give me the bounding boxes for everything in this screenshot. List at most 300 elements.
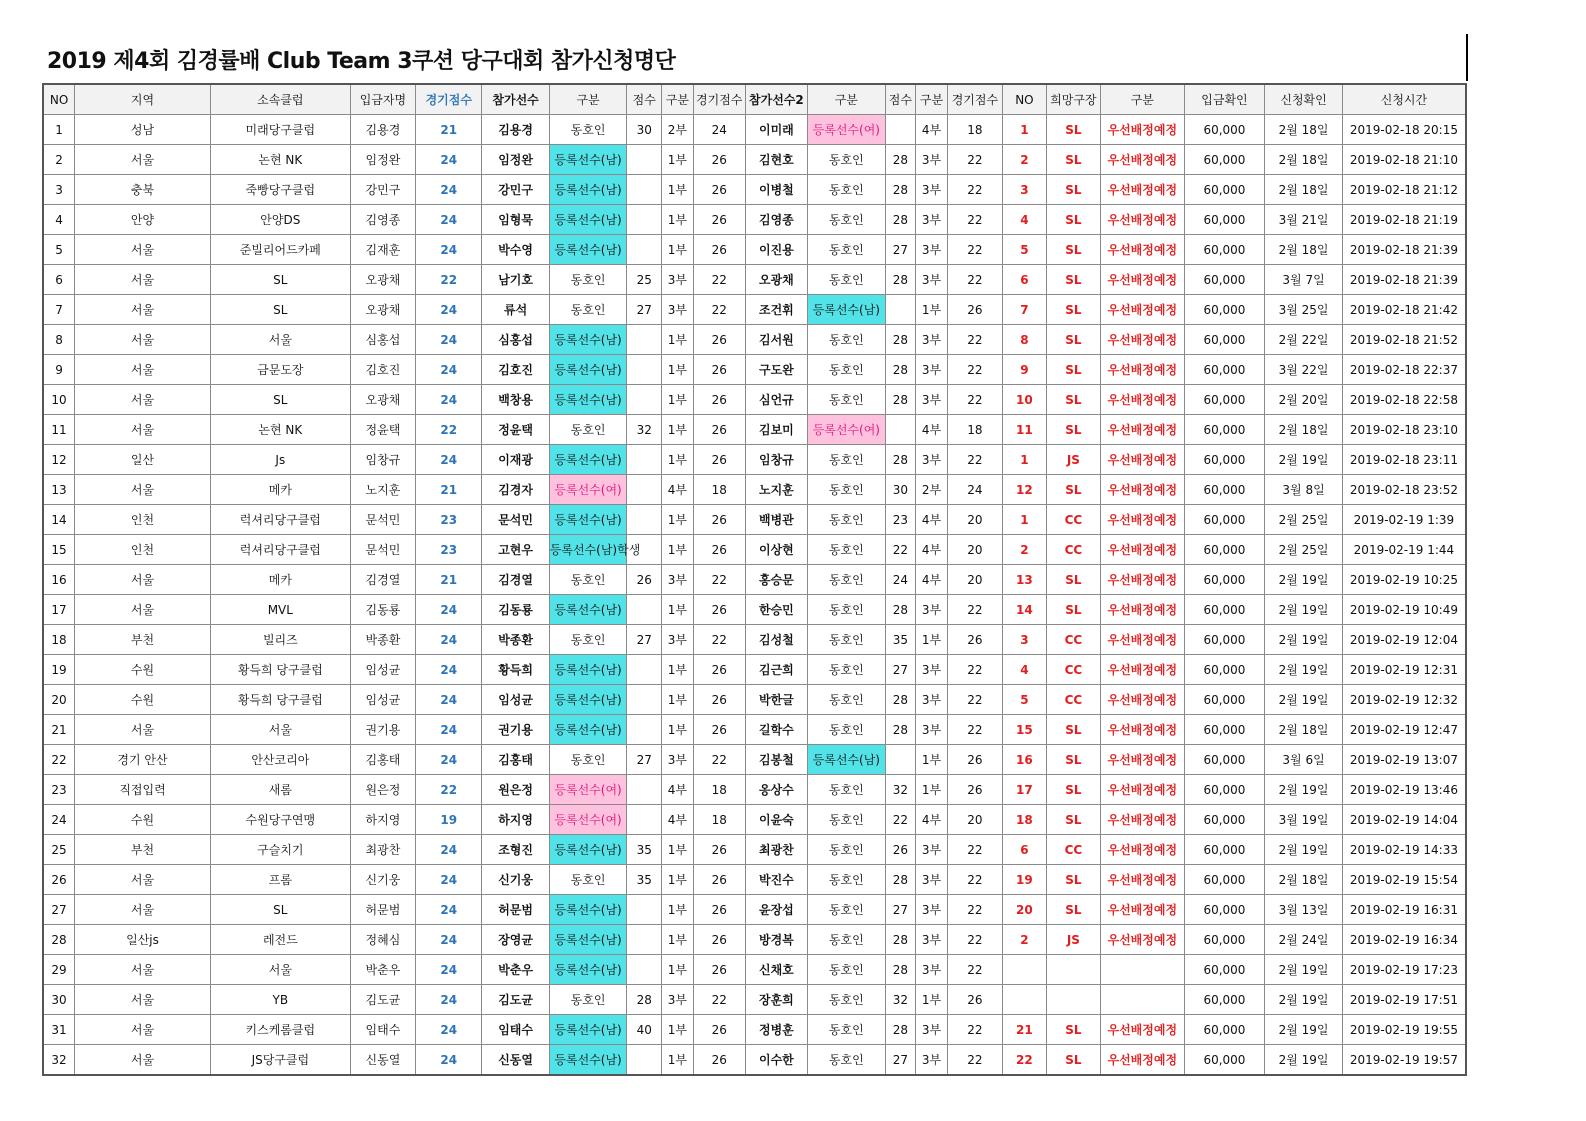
table-row <box>43 235 1466 265</box>
cell-game-score2: 24 <box>947 475 1002 505</box>
cell-division1: 1부 <box>662 925 694 955</box>
cell-no: 6 <box>43 265 75 295</box>
cell-player2: 이상현 <box>745 535 807 565</box>
cell-category2: 동호인 <box>808 985 886 1015</box>
cell-category1: 동호인 <box>549 295 627 325</box>
cell-game-score: 24 <box>416 865 482 895</box>
cell-no: 32 <box>43 1045 75 1076</box>
cell-assignment: 우선배정예정 <box>1100 835 1184 865</box>
cell-category1: 등록선수(남) <box>549 145 627 175</box>
cell-no2: 1 <box>1002 445 1046 475</box>
cell-payment: 60,000 <box>1184 295 1265 325</box>
cell-assignment: 우선배정예정 <box>1100 1045 1184 1076</box>
cell-payment: 60,000 <box>1184 565 1265 595</box>
cell-region: 서울 <box>75 355 211 385</box>
cell-applied-time: 2019-02-18 21:39 <box>1342 265 1466 295</box>
cell-score1 <box>627 805 662 835</box>
cell-payment: 60,000 <box>1184 1045 1265 1076</box>
cell-no: 30 <box>43 985 75 1015</box>
cell-depositor: 김영종 <box>350 205 415 235</box>
cell-game-score2: 26 <box>947 625 1002 655</box>
cell-player1: 김용경 <box>482 115 549 145</box>
cell-player2: 신채호 <box>745 955 807 985</box>
cell-player2: 김보미 <box>745 415 807 445</box>
cell-venue: CC <box>1046 625 1100 655</box>
cell-game-score: 21 <box>416 565 482 595</box>
cell-game-score2: 20 <box>947 505 1002 535</box>
cell-score1: 30 <box>627 115 662 145</box>
cell-no: 22 <box>43 745 75 775</box>
cell-player1: 신기웅 <box>482 865 549 895</box>
cell-category1: 동호인 <box>549 115 627 145</box>
cell-score1 <box>627 715 662 745</box>
cell-confirm-date: 3월 7일 <box>1265 265 1343 295</box>
cell-region: 인천 <box>75 505 211 535</box>
cell-category1: 등록선수(남)학생 <box>549 535 627 565</box>
cell-depositor: 허문범 <box>350 895 415 925</box>
cell-no2: 7 <box>1002 295 1046 325</box>
cell-score1 <box>627 475 662 505</box>
cell-assignment: 우선배정예정 <box>1100 175 1184 205</box>
cell-game-score2: 20 <box>947 805 1002 835</box>
cell-division2: 3부 <box>916 835 948 865</box>
cell-score2: 24 <box>885 565 916 595</box>
cell-region: 안양 <box>75 205 211 235</box>
cell-venue: JS <box>1046 445 1100 475</box>
cell-category1: 등록선수(여) <box>549 805 627 835</box>
table-row <box>43 295 1466 325</box>
header-score2: 점수 <box>885 84 916 115</box>
cell-payment: 60,000 <box>1184 595 1265 625</box>
cell-division1: 1부 <box>662 865 694 895</box>
cell-region: 서울 <box>75 985 211 1015</box>
cell-venue: SL <box>1046 595 1100 625</box>
cell-game-score: 24 <box>416 955 482 985</box>
cell-applied-time: 2019-02-19 12:04 <box>1342 625 1466 655</box>
cell-score1: 35 <box>627 835 662 865</box>
cell-region: 부천 <box>75 625 211 655</box>
cell-score2: 30 <box>885 475 916 505</box>
cell-no: 11 <box>43 415 75 445</box>
cell-confirm-date: 3월 19일 <box>1265 805 1343 835</box>
cell-game-score1: 26 <box>693 1045 745 1076</box>
cell-no2: 8 <box>1002 325 1046 355</box>
cell-division1: 1부 <box>662 715 694 745</box>
cell-score1 <box>627 925 662 955</box>
cell-player1: 박춘우 <box>482 955 549 985</box>
cell-confirm-date: 2월 19일 <box>1265 955 1343 985</box>
cell-score1 <box>627 655 662 685</box>
cell-score2: 26 <box>885 835 916 865</box>
cell-category1: 등록선수(남) <box>549 445 627 475</box>
cell-club: YB <box>210 985 350 1015</box>
cell-category1: 동호인 <box>549 565 627 595</box>
cell-score1 <box>627 385 662 415</box>
cell-game-score2: 22 <box>947 175 1002 205</box>
table-row <box>43 565 1466 595</box>
cell-game-score: 24 <box>416 715 482 745</box>
cell-depositor: 김동룡 <box>350 595 415 625</box>
cell-club: SL <box>210 265 350 295</box>
cell-venue: SL <box>1046 235 1100 265</box>
cell-game-score2: 22 <box>947 235 1002 265</box>
cell-game-score2: 26 <box>947 985 1002 1015</box>
cell-category1: 등록선수(남) <box>549 595 627 625</box>
cell-division1: 1부 <box>662 445 694 475</box>
cell-payment: 60,000 <box>1184 115 1265 145</box>
table-row <box>43 475 1466 505</box>
cell-score2: 28 <box>885 175 916 205</box>
cell-game-score1: 26 <box>693 595 745 625</box>
cell-region: 서울 <box>75 385 211 415</box>
cell-player2: 김서원 <box>745 325 807 355</box>
cell-game-score: 24 <box>416 1015 482 1045</box>
cell-no: 14 <box>43 505 75 535</box>
cell-region: 서울 <box>75 145 211 175</box>
cell-payment: 60,000 <box>1184 535 1265 565</box>
cell-score2: 28 <box>885 595 916 625</box>
cell-venue: SL <box>1046 415 1100 445</box>
table-row <box>43 115 1466 145</box>
cell-payment: 60,000 <box>1184 385 1265 415</box>
table-row <box>43 355 1466 385</box>
cell-division1: 1부 <box>662 595 694 625</box>
cell-player2: 김성철 <box>745 625 807 655</box>
cell-payment: 60,000 <box>1184 505 1265 535</box>
cell-game-score1: 26 <box>693 145 745 175</box>
cell-applied-time: 2019-02-19 16:34 <box>1342 925 1466 955</box>
cell-game-score1: 26 <box>693 445 745 475</box>
cell-no: 28 <box>43 925 75 955</box>
table-row <box>43 865 1466 895</box>
cell-venue: CC <box>1046 835 1100 865</box>
cell-division2: 1부 <box>916 625 948 655</box>
cell-club: 럭셔리당구클럽 <box>210 505 350 535</box>
cell-player1: 장영균 <box>482 925 549 955</box>
cell-division1: 1부 <box>662 835 694 865</box>
cell-region: 부천 <box>75 835 211 865</box>
cell-club: 죽빵당구클럽 <box>210 175 350 205</box>
table-row <box>43 805 1466 835</box>
cell-no: 10 <box>43 385 75 415</box>
cell-applied-time: 2019-02-19 14:04 <box>1342 805 1466 835</box>
cell-applied-time: 2019-02-19 19:57 <box>1342 1045 1466 1076</box>
cell-payment: 60,000 <box>1184 745 1265 775</box>
cell-applied-time: 2019-02-19 10:49 <box>1342 595 1466 625</box>
cell-club: 레전드 <box>210 925 350 955</box>
cell-division1: 1부 <box>662 235 694 265</box>
cell-region: 일산js <box>75 925 211 955</box>
cell-applied-time: 2019-02-18 23:10 <box>1342 415 1466 445</box>
cell-game-score2: 20 <box>947 565 1002 595</box>
cell-category2: 동호인 <box>808 175 886 205</box>
cell-depositor: 원은정 <box>350 775 415 805</box>
cell-confirm-date: 3월 21일 <box>1265 205 1343 235</box>
header-game-score1: 경기점수 <box>693 84 745 115</box>
cell-depositor: 정윤택 <box>350 415 415 445</box>
cell-no2: 14 <box>1002 595 1046 625</box>
cell-game-score1: 26 <box>693 925 745 955</box>
cell-game-score1: 22 <box>693 625 745 655</box>
table-row <box>43 715 1466 745</box>
cell-score1 <box>627 325 662 355</box>
cell-confirm-date: 3월 25일 <box>1265 295 1343 325</box>
cell-player1: 이재광 <box>482 445 549 475</box>
cell-division2: 3부 <box>916 715 948 745</box>
cell-game-score1: 22 <box>693 985 745 1015</box>
cell-game-score1: 26 <box>693 865 745 895</box>
cell-club: 금문도장 <box>210 355 350 385</box>
cell-confirm-date: 3월 13일 <box>1265 895 1343 925</box>
cell-category2: 동호인 <box>808 265 886 295</box>
table-row <box>43 505 1466 535</box>
cell-assignment: 우선배정예정 <box>1100 925 1184 955</box>
cell-category1: 등록선수(남) <box>549 715 627 745</box>
cell-player1: 강민구 <box>482 175 549 205</box>
cell-category2: 동호인 <box>808 445 886 475</box>
cell-game-score1: 26 <box>693 415 745 445</box>
cell-division2: 1부 <box>916 295 948 325</box>
cell-player1: 심홍섭 <box>482 325 549 355</box>
cell-assignment: 우선배정예정 <box>1100 355 1184 385</box>
cell-category1: 등록선수(남) <box>549 385 627 415</box>
cell-assignment: 우선배정예정 <box>1100 295 1184 325</box>
table-row <box>43 415 1466 445</box>
cell-venue: SL <box>1046 1045 1100 1076</box>
cell-division1: 1부 <box>662 415 694 445</box>
cell-assignment: 우선배정예정 <box>1100 715 1184 745</box>
table-row <box>43 685 1466 715</box>
cell-game-score2: 22 <box>947 655 1002 685</box>
cell-player1: 박수영 <box>482 235 549 265</box>
table-body <box>43 115 1466 1076</box>
cell-applied-time: 2019-02-19 14:33 <box>1342 835 1466 865</box>
cell-division1: 4부 <box>662 775 694 805</box>
cell-assignment: 우선배정예정 <box>1100 235 1184 265</box>
cell-payment: 60,000 <box>1184 835 1265 865</box>
cell-depositor: 정혜심 <box>350 925 415 955</box>
cell-payment: 60,000 <box>1184 205 1265 235</box>
cell-region: 서울 <box>75 715 211 745</box>
cell-depositor: 김홍태 <box>350 745 415 775</box>
cell-game-score: 24 <box>416 385 482 415</box>
cell-score2: 28 <box>885 685 916 715</box>
cell-confirm-date: 2월 25일 <box>1265 505 1343 535</box>
table-row <box>43 145 1466 175</box>
cell-depositor: 권기용 <box>350 715 415 745</box>
cell-game-score: 24 <box>416 625 482 655</box>
cell-player1: 백창용 <box>482 385 549 415</box>
cell-division1: 3부 <box>662 265 694 295</box>
cell-game-score1: 22 <box>693 265 745 295</box>
cell-score2 <box>885 415 916 445</box>
cell-score1 <box>627 235 662 265</box>
cell-score1 <box>627 595 662 625</box>
cell-game-score: 24 <box>416 355 482 385</box>
cell-category2: 동호인 <box>808 325 886 355</box>
cell-game-score2: 22 <box>947 385 1002 415</box>
cell-division2: 3부 <box>916 145 948 175</box>
cell-division1: 1부 <box>662 385 694 415</box>
cell-player2: 구도완 <box>745 355 807 385</box>
cell-club: 논현 NK <box>210 145 350 175</box>
cell-venue: CC <box>1046 505 1100 535</box>
cell-player2: 이병철 <box>745 175 807 205</box>
cell-score2: 28 <box>885 145 916 175</box>
cell-confirm-date: 2월 19일 <box>1265 985 1343 1015</box>
cell-game-score2: 22 <box>947 145 1002 175</box>
cell-game-score2: 22 <box>947 1045 1002 1076</box>
cell-club: 황득희 당구클럽 <box>210 655 350 685</box>
cell-player1: 임태수 <box>482 1015 549 1045</box>
cell-category1: 등록선수(남) <box>549 685 627 715</box>
cell-no2 <box>1002 985 1046 1015</box>
cell-division2: 3부 <box>916 925 948 955</box>
table-row <box>43 895 1466 925</box>
cell-assignment: 우선배정예정 <box>1100 445 1184 475</box>
cell-player2: 최광찬 <box>745 835 807 865</box>
cell-confirm-date: 2월 18일 <box>1265 115 1343 145</box>
header-payment: 입금확인 <box>1184 84 1265 115</box>
table-row <box>43 745 1466 775</box>
header-depositor: 입금자명 <box>350 84 415 115</box>
cell-division1: 1부 <box>662 535 694 565</box>
cell-player2: 정병훈 <box>745 1015 807 1045</box>
cell-no2: 5 <box>1002 685 1046 715</box>
cell-game-score1: 22 <box>693 295 745 325</box>
cell-club: 서울 <box>210 715 350 745</box>
cell-division2: 4부 <box>916 565 948 595</box>
header-no2: NO <box>1002 84 1046 115</box>
cell-category1: 등록선수(남) <box>549 175 627 205</box>
cell-club: 새롬 <box>210 775 350 805</box>
header-score1: 점수 <box>627 84 662 115</box>
cell-no2: 11 <box>1002 415 1046 445</box>
cell-payment: 60,000 <box>1184 265 1265 295</box>
cell-category2: 동호인 <box>808 895 886 925</box>
cell-category1: 등록선수(남) <box>549 505 627 535</box>
cell-division2: 4부 <box>916 535 948 565</box>
table-row <box>43 1045 1466 1076</box>
cell-game-score2: 22 <box>947 265 1002 295</box>
cell-category2: 동호인 <box>808 355 886 385</box>
cell-applied-time: 2019-02-18 21:42 <box>1342 295 1466 325</box>
cell-no2: 19 <box>1002 865 1046 895</box>
cell-category2: 동호인 <box>808 715 886 745</box>
cell-assignment <box>1100 985 1184 1015</box>
cell-depositor: 김경열 <box>350 565 415 595</box>
cell-confirm-date: 2월 18일 <box>1265 175 1343 205</box>
cell-game-score2: 18 <box>947 115 1002 145</box>
cell-applied-time: 2019-02-19 12:32 <box>1342 685 1466 715</box>
cell-division2: 3부 <box>916 895 948 925</box>
cell-player2: 옹상수 <box>745 775 807 805</box>
cell-category2: 동호인 <box>808 685 886 715</box>
cell-no: 13 <box>43 475 75 505</box>
cell-game-score: 24 <box>416 1045 482 1076</box>
cell-category1: 등록선수(남) <box>549 1045 627 1076</box>
cell-score2: 28 <box>885 955 916 985</box>
header-category2: 구분 <box>808 84 886 115</box>
cell-confirm-date: 2월 19일 <box>1265 655 1343 685</box>
cell-no: 24 <box>43 805 75 835</box>
cell-game-score: 22 <box>416 415 482 445</box>
cell-category2: 동호인 <box>808 505 886 535</box>
cell-score1 <box>627 145 662 175</box>
cell-region: 성남 <box>75 115 211 145</box>
table-row <box>43 955 1466 985</box>
cell-game-score: 22 <box>416 265 482 295</box>
cell-game-score2: 22 <box>947 595 1002 625</box>
table-row <box>43 835 1466 865</box>
cell-category2: 동호인 <box>808 145 886 175</box>
cell-applied-time: 2019-02-18 23:52 <box>1342 475 1466 505</box>
cell-player1: 김경열 <box>482 565 549 595</box>
cell-assignment: 우선배정예정 <box>1100 775 1184 805</box>
cell-assignment: 우선배정예정 <box>1100 265 1184 295</box>
cell-player1: 신동열 <box>482 1045 549 1076</box>
cell-score2: 28 <box>885 265 916 295</box>
cell-confirm-date: 2월 19일 <box>1265 445 1343 475</box>
cell-category2: 동호인 <box>808 835 886 865</box>
cell-confirm-date: 2월 22일 <box>1265 325 1343 355</box>
cell-confirm-date: 2월 19일 <box>1265 625 1343 655</box>
cell-division1: 3부 <box>662 295 694 325</box>
cell-applied-time: 2019-02-19 12:47 <box>1342 715 1466 745</box>
cell-no2: 3 <box>1002 175 1046 205</box>
cell-payment: 60,000 <box>1184 175 1265 205</box>
cell-score1 <box>627 175 662 205</box>
cell-payment: 60,000 <box>1184 805 1265 835</box>
header-player2: 참가선수2 <box>745 84 807 115</box>
cell-score2 <box>885 745 916 775</box>
cell-division2: 3부 <box>916 175 948 205</box>
cell-applied-time: 2019-02-19 17:23 <box>1342 955 1466 985</box>
header-no: NO <box>43 84 75 115</box>
cell-player1: 고현우 <box>482 535 549 565</box>
cell-game-score2: 22 <box>947 1015 1002 1045</box>
cell-game-score1: 26 <box>693 235 745 265</box>
cell-player1: 임성균 <box>482 685 549 715</box>
cell-confirm-date: 2월 19일 <box>1265 595 1343 625</box>
cell-score1 <box>627 445 662 475</box>
header-game-score: 경기점수 <box>416 84 482 115</box>
cell-no2: 1 <box>1002 505 1046 535</box>
cell-score2: 27 <box>885 895 916 925</box>
cell-venue: SL <box>1046 805 1100 835</box>
table-row <box>43 175 1466 205</box>
registration-table <box>42 83 1467 1076</box>
cell-player1: 임정완 <box>482 145 549 175</box>
cell-payment: 60,000 <box>1184 775 1265 805</box>
cell-club: 수원당구연맹 <box>210 805 350 835</box>
cell-division1: 4부 <box>662 805 694 835</box>
cell-no2: 6 <box>1002 265 1046 295</box>
cell-payment: 60,000 <box>1184 685 1265 715</box>
cell-club: 미래당구클럽 <box>210 115 350 145</box>
cell-payment: 60,000 <box>1184 985 1265 1015</box>
cell-assignment: 우선배정예정 <box>1100 805 1184 835</box>
cell-category1: 등록선수(남) <box>549 925 627 955</box>
cell-payment: 60,000 <box>1184 1015 1265 1045</box>
cell-player1: 임형묵 <box>482 205 549 235</box>
cell-division1: 1부 <box>662 1045 694 1076</box>
cell-assignment: 우선배정예정 <box>1100 145 1184 175</box>
table-row <box>43 625 1466 655</box>
cell-game-score1: 26 <box>693 715 745 745</box>
cell-game-score2: 22 <box>947 835 1002 865</box>
cell-score2: 28 <box>885 1015 916 1045</box>
